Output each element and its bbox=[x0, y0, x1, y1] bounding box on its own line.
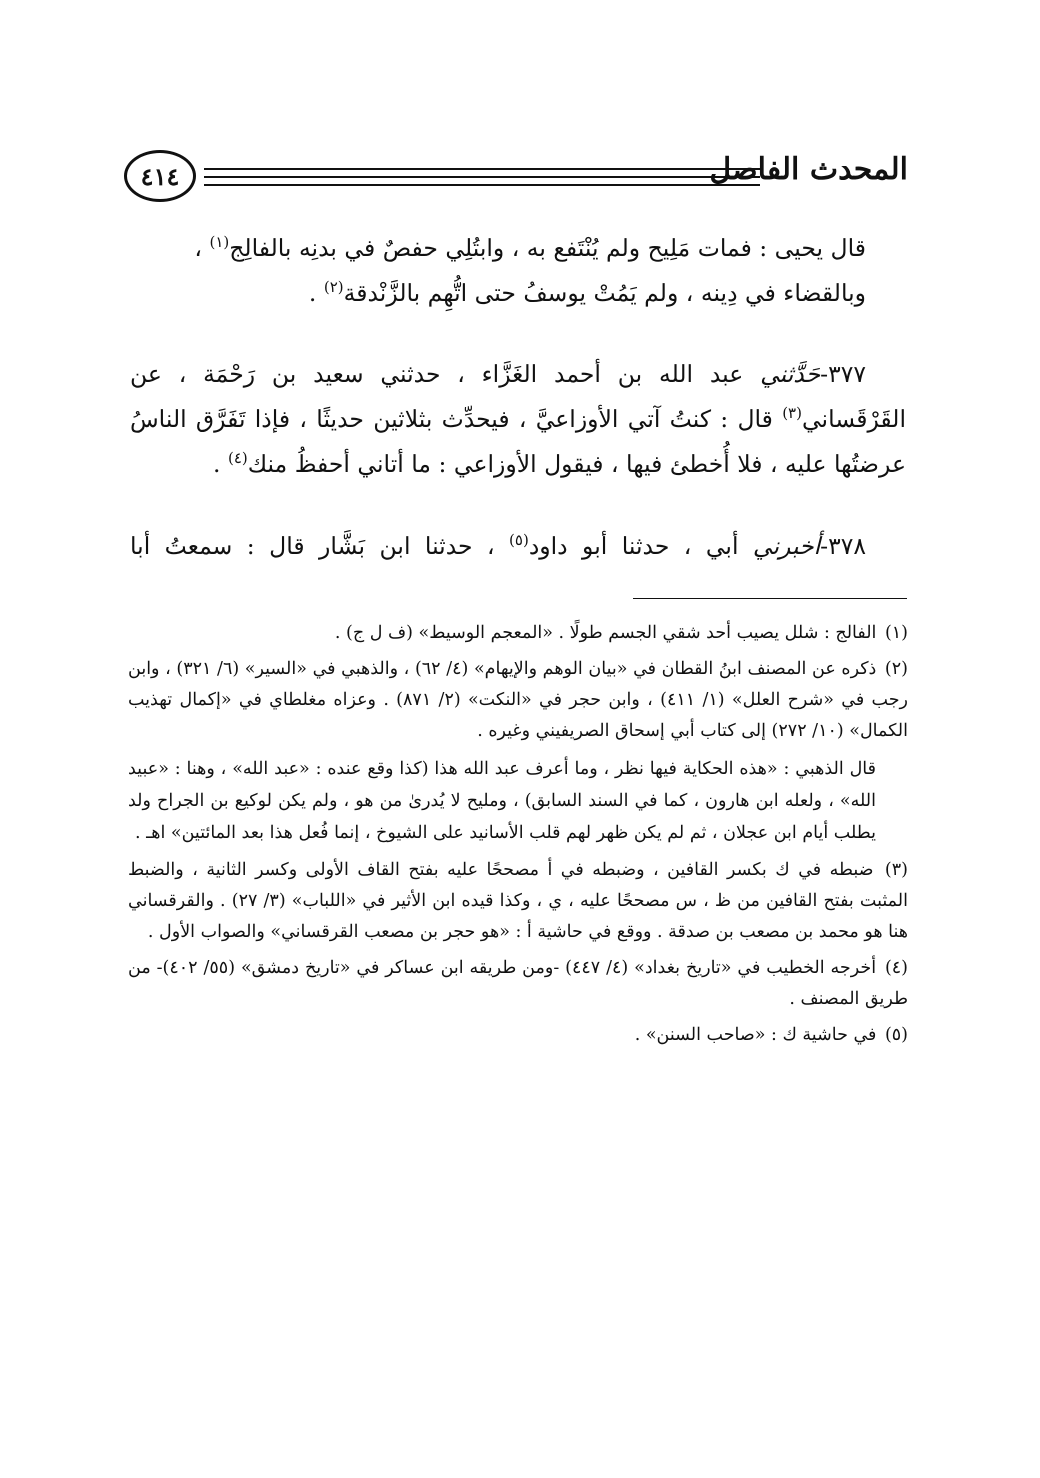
footnote-3 bbox=[128, 855, 908, 948]
footnote-text: في حاشية ك : «صاحب السنن» . bbox=[634, 1025, 877, 1045]
hadith-377 bbox=[130, 352, 906, 487]
book-title: المحدث الفاصل bbox=[709, 152, 908, 187]
footnote-separator bbox=[633, 598, 907, 599]
header-rule bbox=[204, 184, 760, 186]
text-run: . bbox=[308, 279, 324, 307]
page-number-badge: ٤١٤ bbox=[124, 150, 196, 202]
page-header bbox=[124, 146, 908, 212]
text-run: عبد الله بن أحمد الغَزَّاء ، حدثني سعيد بن رَحْمَة ، عن القَرْقَساني bbox=[130, 360, 906, 433]
narration-keyword: أخبرني bbox=[752, 532, 821, 560]
paragraph-yahya bbox=[130, 226, 906, 316]
hadith-378 bbox=[130, 524, 906, 569]
header-rule bbox=[204, 176, 760, 178]
footnote-2 bbox=[128, 654, 908, 747]
footnote-ref[interactable]: (٥) bbox=[509, 531, 529, 550]
text-run: قال : كنتُ آتي الأوزاعيَّ ، فيحدِّث بثلاثين حديثًا ، فإذا تَفَرَّق الناسُ عرضتُها عليه ، فلا أُخطئ فيها ، فيقول الأوزاعي : ما أتاني أحفظُ منك bbox=[130, 405, 906, 478]
text-run: قال يحيى : فمات مَلِيح ولم يُنْتَفع به ، وابتُلِي حفصٌ في بدنِه بالفالِج bbox=[229, 234, 866, 262]
footnote-ref[interactable]: (٤) bbox=[227, 449, 248, 468]
footnote-1 bbox=[128, 618, 908, 649]
text-run: ، bbox=[194, 234, 210, 262]
footnote-mark: (٤) bbox=[884, 958, 908, 978]
footnote-mark: (٥) bbox=[884, 1025, 908, 1045]
footnote-text: الفالج : شلل يصيب أحد شقي الجسم طولًا . «المعجم الوسيط» (ف ل ج) . bbox=[334, 623, 877, 643]
footnote-5 bbox=[128, 1020, 908, 1051]
footnote-mark: (١) bbox=[884, 623, 908, 643]
narration-keyword: حَدَّثني bbox=[760, 360, 821, 388]
footnote-ref[interactable]: (٣) bbox=[782, 404, 802, 423]
footnote-2-quote: قال الذهبي : «هذه الحكاية فيها نظر ، وما أعرف عبد الله هذا (كذا وقع عنده : «عبد الله» ، وهنا : «عبيد الله» ، ولعله ابن هارون ، كما في السند السابق) ، ومليح لا يُدرىٰ من هو ، ولم يكن لوكيع بن الجراح ولد يطلب أيام ابن عجلان ، ثم لم يكن ظهر لهم قلب الأسانيد على الشيوخ ، إنما فُعل هذا بعد المائتين» اهـ . bbox=[128, 759, 876, 843]
footnote-ref[interactable]: (١) bbox=[209, 233, 230, 252]
footnote-text: ضبطه في ك بكسر القافين ، وضبطه في أ مصححًا عليه بفتح القاف الأولى وكسر الثانية ، والضبط المثبت بفتح القافين من ظ ، س مصححًا عليه ، ي ، وكذا قيده ابن الأثير في «اللباب» (٣/ ٢٧) . والقرقساني هنا هو محمد بن مصعب بن صدقة . ووقع في حاشية أ : «هو حجر بن مصعب القرقساني» والصواب الأول . bbox=[128, 860, 908, 942]
footnote-mark: (٣) bbox=[884, 860, 908, 880]
footnote-4 bbox=[128, 953, 908, 1015]
text-run: أبي ، حدثنا أبو داود bbox=[528, 532, 753, 560]
footnotes bbox=[128, 618, 908, 1056]
hadith-number: ٣٧٨- bbox=[820, 532, 866, 560]
footnote-text: ذكره عن المصنف ابنُ القطان في «بيان الوهم والإيهام» (٤/ ٦٢) ، والذهبي في «السير» (٦/ ٣٢١) ، وابن رجب في «شرح العلل» (١/ ٤١١) ، وابن حجر في «النكت» (٢/ ٨٧١) . وعزاه مغلطاي في «إكمال تهذيب الكمال» (١٠/ ٢٧٢) إلى كتاب أبي إسحاق الصريفيني وغيره . bbox=[128, 659, 908, 741]
hadith-number: ٣٧٧- bbox=[820, 360, 866, 388]
footnote-mark: (٢) bbox=[884, 659, 908, 679]
header-rule bbox=[204, 168, 760, 170]
text-run: . bbox=[213, 450, 228, 478]
text-run: وبالقضاء في دِينه ، ولم يَمُتْ يوسفُ حتى اتُّهِم بالزَّنْدقة bbox=[343, 279, 866, 307]
footnote-text: أخرجه الخطيب في «تاريخ بغداد» (٤/ ٤٤٧) -ومن طريقه ابن عساكر في «تاريخ دمشق» (٥٥/ ٤٠٢)- من طريق المصنف . bbox=[128, 958, 908, 1009]
footnote-ref[interactable]: (٢) bbox=[323, 278, 344, 297]
text-run: ، حدثنا ابن بَشَّار قال : سمعتُ أبا bbox=[130, 532, 510, 560]
